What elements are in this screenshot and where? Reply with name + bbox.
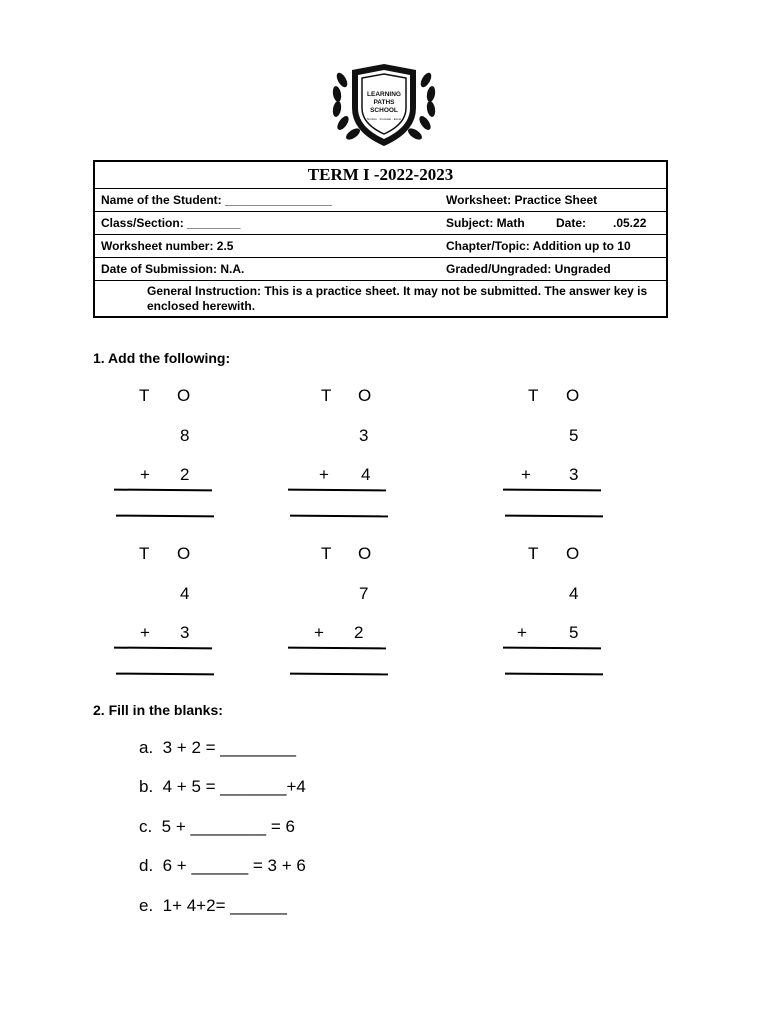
- ones-header: O: [177, 386, 191, 405]
- graded-status: Graded/Ungraded: Ungraded: [446, 262, 611, 276]
- ones-header: O: [177, 544, 191, 563]
- ones-header: O: [358, 544, 372, 563]
- plus-sign: +: [521, 465, 531, 484]
- addend-1: 3: [359, 426, 369, 445]
- fill-blank-item-c: c. 5 + ________ = 6: [139, 817, 295, 836]
- addend-2: 5: [569, 623, 579, 642]
- student-name-label: Name of the Student: ________________: [101, 193, 332, 207]
- sum-line: [288, 647, 386, 650]
- sum-line: [114, 489, 212, 492]
- tens-header: T: [139, 544, 150, 563]
- plus-sign: +: [319, 465, 329, 484]
- sum-line: [114, 647, 212, 650]
- addend-2: 4: [361, 465, 371, 484]
- addend-2: 2: [180, 465, 190, 484]
- worksheet-number: Worksheet number: 2.5: [101, 239, 234, 253]
- addition-problem-5: [288, 544, 398, 674]
- answer-line: [505, 673, 603, 676]
- addend-2: 2: [354, 623, 364, 642]
- svg-text:PATHS: PATHS: [373, 99, 395, 106]
- addend-2: 3: [569, 465, 579, 484]
- tens-header: T: [321, 386, 332, 405]
- fill-blank-item-d: d. 6 + ______ = 3 + 6: [139, 856, 306, 875]
- tens-header: T: [139, 386, 150, 405]
- info-row-worksheet-number: [95, 235, 666, 258]
- plus-sign: +: [517, 623, 527, 642]
- ones-header: O: [358, 386, 372, 405]
- addend-1: 4: [180, 584, 190, 603]
- worksheet-info-table: [93, 160, 668, 318]
- sum-line: [503, 489, 601, 492]
- addend-1: 5: [569, 426, 579, 445]
- addition-problem-3: [503, 386, 613, 516]
- tens-header: T: [528, 544, 539, 563]
- term-title: TERM I -2022-2023: [95, 162, 666, 189]
- info-row-student: [95, 189, 666, 212]
- svg-text:SCHOOL: SCHOOL: [370, 107, 398, 114]
- worksheet-type: Worksheet: Practice Sheet: [446, 193, 598, 207]
- addend-1: 8: [180, 426, 190, 445]
- answer-line: [116, 515, 214, 518]
- fill-blank-item-a: a. 3 + 2 = ________: [139, 738, 296, 757]
- fill-blank-item-b: b. 4 + 5 = _______+4: [139, 777, 306, 796]
- tens-header: T: [528, 386, 539, 405]
- class-section-label: Class/Section: ________: [101, 216, 241, 230]
- sum-line: [288, 489, 386, 492]
- svg-text:Nurture · Innovate · Excel: Nurture · Innovate · Excel: [366, 117, 402, 121]
- date-of-submission: Date of Submission: N.A.: [101, 262, 245, 276]
- addition-problem-1: [114, 386, 224, 516]
- chapter-topic: Chapter/Topic: Addition up to 10: [446, 239, 631, 253]
- general-instruction: General Instruction: This is a practice sheet. It may not be submitted. The answer key is enclosed herewith.: [147, 284, 648, 313]
- ones-header: O: [566, 544, 580, 563]
- info-row-submission: [95, 258, 666, 281]
- date-label: Date:: [556, 216, 587, 230]
- addition-problem-6: [503, 544, 613, 674]
- answer-line: [290, 515, 388, 518]
- fill-blank-item-e: e. 1+ 4+2= ______: [139, 896, 287, 915]
- plus-sign: +: [140, 465, 150, 484]
- ones-header: O: [566, 386, 580, 405]
- plus-sign: +: [314, 623, 324, 642]
- addend-2: 3: [180, 623, 190, 642]
- answer-line: [290, 673, 388, 676]
- svg-text:LEARNING: LEARNING: [367, 91, 401, 98]
- section-1-title: 1. Add the following:: [93, 350, 231, 366]
- date-value: .05.22: [613, 216, 647, 230]
- answer-line: [116, 673, 214, 676]
- info-row-class: [95, 212, 666, 235]
- tens-header: T: [321, 544, 332, 563]
- addend-1: 4: [569, 584, 579, 603]
- subject: Subject: Math: [446, 216, 525, 230]
- plus-sign: +: [140, 623, 150, 642]
- school-logo: [328, 60, 440, 150]
- sum-line: [503, 647, 601, 650]
- section-2-title: 2. Fill in the blanks:: [93, 702, 223, 718]
- answer-line: [505, 515, 603, 518]
- addition-problem-4: [114, 544, 224, 674]
- addend-1: 7: [359, 584, 369, 603]
- addition-problem-2: [288, 386, 398, 516]
